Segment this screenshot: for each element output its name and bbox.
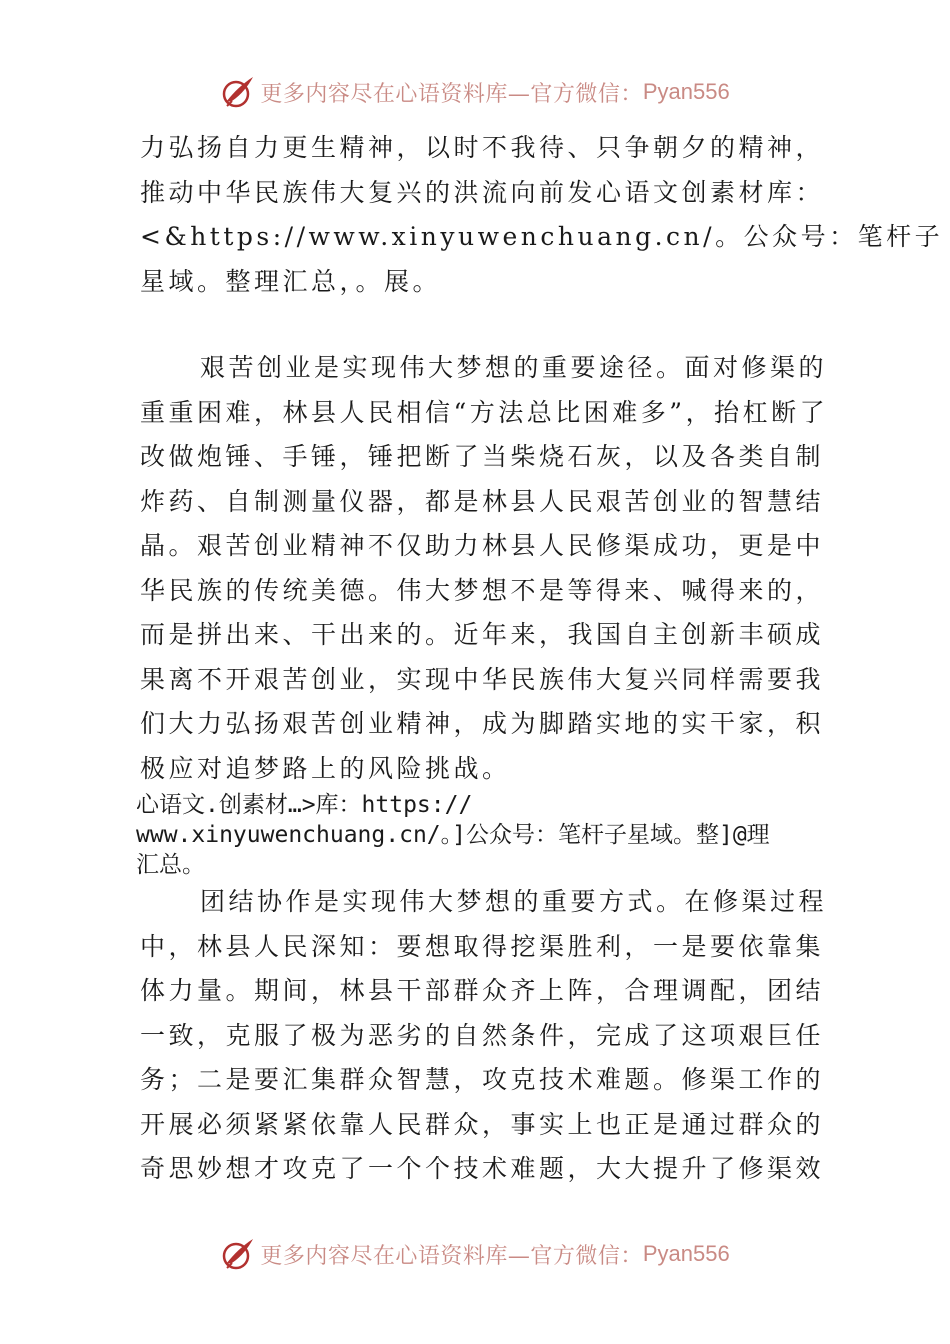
text-line: 体力量。期间，林县干部群众齐上阵，合理调配，团结 — [140, 976, 825, 1005]
quill-logo-icon — [220, 1236, 256, 1272]
text-line: 中，林县人民深知：要想取得挖渠胜利，一是要依靠集 — [140, 931, 825, 961]
text-line: 开展必须紧紧依靠人民群众，事实上也正是通过群众的 — [140, 1109, 825, 1139]
banner-wechat-id: Pyan556 — [642, 1241, 730, 1266]
text-line: 团结协作是实现伟大梦想的重要方式。在修渠过程 — [200, 887, 828, 916]
text-line: 们大力弘扬艰苦创业精神，成为脚踏实地的实干家，积 — [140, 709, 825, 738]
text-line: 务；二是要汇集群众智慧，攻克技术难题。修渠工作的 — [140, 1065, 825, 1094]
banner-wechat-id: Pyan556 — [642, 79, 730, 104]
text-line: 一致，克服了极为恶劣的自然条件，完成了这项艰巨任 — [140, 1020, 825, 1050]
note-line: www.xinyuwenchuang.cn/。]公众号：笔杆子星域。整]@理 — [136, 822, 770, 848]
header-banner — [0, 70, 950, 114]
watermark-note — [136, 790, 836, 880]
text-line: 奇思妙想才攻克了一个个技术难题，大大提升了修渠效 — [140, 1154, 825, 1183]
text-line: 而是拼出来、干出来的。近年来，我国自主创新丰硕成 — [140, 620, 825, 649]
text-line: 极应对追梦路上的风险挑战。 — [140, 753, 511, 783]
text-line: 力弘扬自力更生精神，以时不我待、只争朝夕的精神， — [140, 133, 825, 162]
text-line: 炸药、自制测量仪器，都是林县人民艰苦创业的智慧结 — [140, 486, 825, 516]
text-line: <&https://www.xinyuwenchuang.cn/。公众号：笔杆子 — [140, 222, 944, 251]
note-line: 心语文.创素材…>库：https:// — [136, 792, 473, 818]
note-line: 汇总。 — [136, 852, 205, 878]
text-line: 星域。整理汇总，。展。 — [140, 266, 442, 296]
paragraph-1 — [140, 126, 944, 304]
banner-text: 更多内容尽在心语资料库—官方微信： — [260, 1243, 643, 1269]
banner-text: 更多内容尽在心语资料库—官方微信： — [260, 81, 643, 107]
text-line: 果离不开艰苦创业，实现中华民族伟大复兴同样需要我 — [140, 664, 825, 694]
text-line: 改做炮锤、手锤，锤把断了当柴烧石灰，以及各类自制 — [140, 442, 825, 471]
footer-banner — [0, 1232, 950, 1276]
text-line: 华民族的传统美德。伟大梦想不是等得来、喊得来的， — [140, 575, 825, 605]
text-line: 推动中华民族伟大复兴的洪流向前发心语文创素材库： — [140, 177, 825, 207]
quill-logo-icon — [220, 74, 256, 110]
text-line: 重重困难，林县人民相信“方法总比困难多”，抬杠断了 — [140, 397, 829, 427]
text-line: 艰苦创业是实现伟大梦想的重要途径。面对修渠的 — [200, 353, 828, 382]
text-line: 晶。艰苦创业精神不仅助力林县人民修渠成功，更是中 — [140, 531, 825, 560]
paragraph-2 — [140, 346, 829, 791]
paragraph-3 — [140, 880, 828, 1192]
